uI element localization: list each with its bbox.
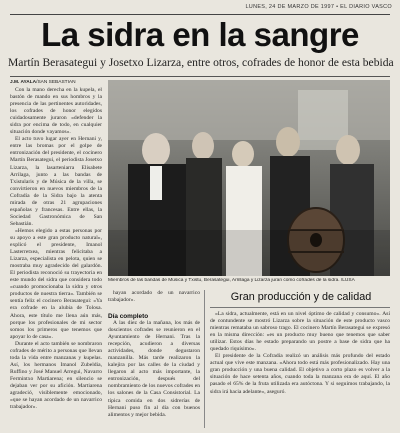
paragraph: El acto tuvo lugar ayer en Hernani y, entre las bromas por el golpe de entronización del presidente, el cocinero Martín Berasategui, el periodista Josetxo Lizarza, la lasarteniarra Elisabete Arrilaga, junto a las bandas de Txistularis y de Música de la villa, se convirtieron en nuevos miembros de la Cofradía de la Sidra bajo la atenta mirada de otras 21 agrupaciones españolas y francesas. Entre ellas, la Sociedad Gastronómica de San Sebastián. [10, 136, 102, 227]
byline-place: /SAN SEBASTIAN [36, 80, 76, 85]
top-rule [10, 14, 390, 15]
column-right [210, 311, 390, 428]
paragraph: El presidente de la Cofradía realizó un análisis más profundo del estado actual que vive este manzana. «Ahora todo está más profesionalizado. Hay una gran producción y una buena calidad. El objetivo a corto plazo es volver a la situación de hace setenta años, cuando toda la manzana era de aquí. El año pasado el 65% de la fruta utilizada era autóctona. Y si seguimos trabajando, la sidra irá hacia adelante», aseguró. [210, 353, 390, 395]
paragraph: hayan acordado de un navarrico trabajador». [108, 290, 200, 304]
column-divider [204, 290, 205, 428]
sidebar-rule [210, 307, 390, 308]
paragraph: Durante el acto también se nombraron cofrades de mérito a personas que llevan toda la vida entre manzanas y kupelas. Así, los hermanos Imanol Zubeldia, Ruffino y José Manuel Arregui, Navarro Fermintxo Martiarena; en silencio se dejaban ver por su afición. Martiarena agradeció, visiblemente emocionado, «que se hayan acordado de un navarrico trabajador». [10, 340, 102, 411]
column-mid-continued [108, 290, 200, 314]
byline-name: J.M. AYALA [10, 80, 37, 85]
paragraph: Con la mano derecha en la kupela, el bastón de mando en sus hombros y la presencia de las pertinentes autoridades, los cofrades de honor elegidos cuidadosamente juraron «defender la sidra por encima de todo, en cualquier situación donde vayamos». [10, 87, 102, 136]
subhead-rule [10, 76, 390, 77]
column-left [10, 87, 102, 427]
sidebar-headline: Gran producción y de calidad [230, 291, 372, 303]
article-subhead: Martín Berasategui y Josetxo Lizarza, entre otros, cofrades de honor de esta bebida [8, 56, 394, 69]
article-photo [108, 80, 390, 276]
subsection-title: Día completo [108, 313, 149, 320]
column-mid [108, 320, 200, 428]
photo-illustration [108, 80, 390, 276]
photo-caption: Miembros de las bandas de Música y Txistu, Berasategui, Arrillaga y Lizarza juran como cofrades de la sidra. /LUSA [108, 278, 355, 283]
page-folio: LUNES, 24 DE MARZO DE 1997 • EL DIARIO VASCO [245, 4, 392, 10]
paragraph: «Hemos elegido a estas personas por su apoyo a este gran producto natural», explicó el presidente, Imanol Lasterretxea, mientras felicitaba a Lizarza, especialista en pelota, quien se mostraba muy agradecido del galardón. El periodista reconoció su trayectoria en este mundo del sidra que considera todo «cuando promocionaba la sidra y otros productos de nuestra tierra». También se sentía feliz el cocinero Berasategui: «Ya era cofrade en la alubia de Tolosa. Ahora, este título me llena aún más, porque los profesionales de mi sector somos los primeros que tenemos que apoyar lo de casa». [10, 227, 102, 340]
article-headline: La sidra en la sangre [41, 16, 359, 53]
paragraph: «La sidra, actualmente, está en un nivel óptimo de calidad y consumo». Así de contundente se mostró Lizarza sobre la situación de este producto vasco mientras remataba un sabroso trago. El cocinero Martín Berasategui se expresó en la misma dirección: «es un producto muy bueno que tenemos que saber utilizar. Estos días he estado preparando un postre a base de sidra que ha quedado riquísimo». [210, 311, 390, 353]
paragraph: A las diez de la mañana, los más de doscientos cofrades se reunieron en el Ayuntamiento de Hernani. Tras la recepción, acudieron a diversas actividades, donde degustaron manzanilla. Más tarde realizaron la kalejira por las calles de la ciudad y llegaron al acto más importante, la entronización, después del nombramiento de los nuevos cofrades en los salones de la Casa Consistorial. La típica comida en dos sidrerías de Hernani puso fin al día con buenos alimentos y mejor bebida. [108, 320, 200, 418]
